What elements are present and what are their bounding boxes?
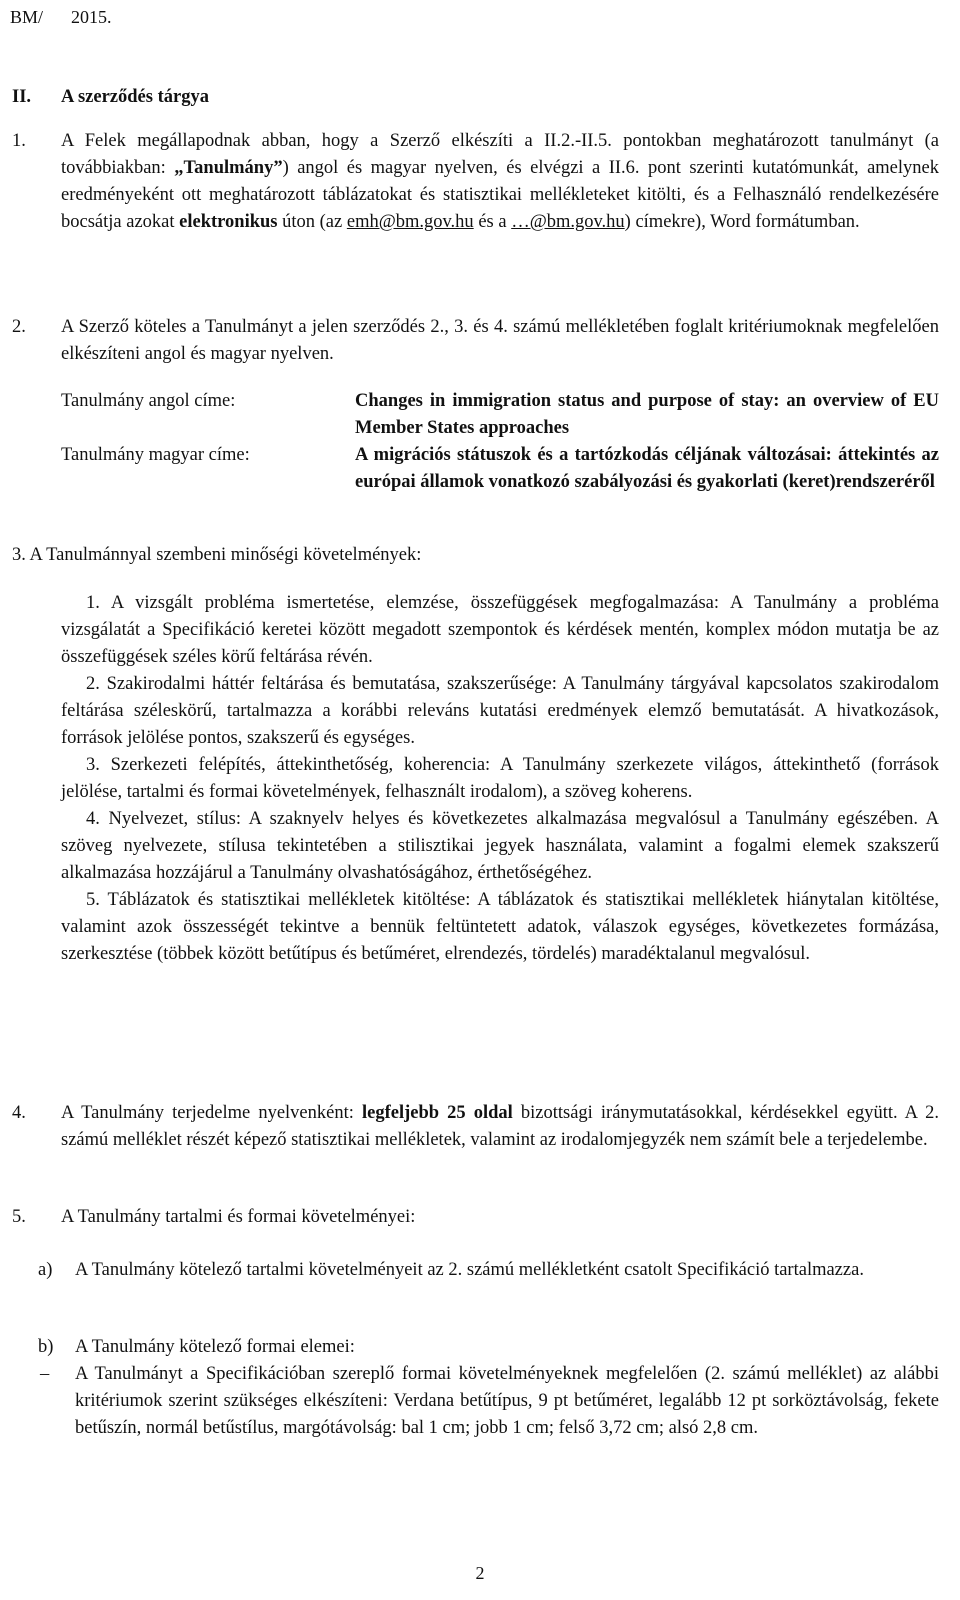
item5-number: 5. — [12, 1207, 26, 1227]
item1-text-a: A Felek megállapodnak abban, hogy a Szerző elkészíti a II.2.-II.5. pontokban meghatározott tanulmányt (a továbbiakban: — [61, 131, 939, 178]
item4-text-c: bizottsági iránymutatásokkal, kérdésekkel együtt. A 2. számú melléklet részét képező statisztikai mellékletek, valamint az irodalomjegyzék nem számít bele a terjedelembe. — [61, 1103, 939, 1150]
email-link-1[interactable]: emh@bm.gov.hu — [346, 212, 474, 232]
section-number: II. — [12, 87, 32, 107]
item1-text-c: ) angol és magyar nyelven, és elvégzi a II.6. pont szerinti kutatómunkát, amelynek eredményeként ott meghatározott táblázatokat és statisztikai mellékleteket kitölti, és a Felhasználó rendelkezésére bocsátja azokat — [61, 158, 939, 232]
sub-a-label: a) — [38, 1260, 53, 1280]
email-link-2[interactable]: …@bm.gov.hu — [511, 212, 625, 232]
criterion-5: 5. Táblázatok és statisztikai mellékletek kitöltése: A táblázatok és statisztikai mellékletek hiánytalan kitöltése, valamint azok összességét tekintve a bennük feltüntetett adatok, válaszok egységes, következetes formázása, szerkesztése (többek között betűtípus és betűméret, elrendezés, tördelés) maradéktalanul megvalósul. — [61, 890, 939, 964]
sub-a-text: A Tanulmány kötelező tartalmi követelményeit az 2. számú mellékletként csatolt Specifikáció tartalmazza. — [75, 1260, 864, 1280]
item1-bold-electronic: elektronikus — [179, 212, 278, 232]
header-ref: BM/ — [10, 7, 44, 27]
dash-bullet: – — [40, 1364, 50, 1384]
item4-text-a: A Tanulmány terjedelme nyelvenként: — [61, 1103, 362, 1123]
english-title: Changes in immigration status and purpose of stay: an overview of EU Member States approaches — [355, 391, 939, 438]
item4-page-limit: legfeljebb 25 oldal — [361, 1103, 513, 1123]
sub-b-text: A Tanulmány kötelező formai elemei: — [75, 1337, 355, 1357]
label-english-title: Tanulmány angol címe: — [61, 391, 236, 411]
page-header — [10, 4, 112, 31]
label-hungarian-title: Tanulmány magyar címe: — [61, 445, 250, 465]
format-requirements: A Tanulmányt a Specifikációban szereplő formai követelményeknek megfelelően (2. számú melléklet) az alábbi kritériumok szerint szükséges elkészíteni: Verdana betűtípus, 9 pt betűméret, legalább 12 pt sorköztávolság, fekete betűszín, normál betűstílus, margótávolság: bal 1 cm; jobb 1 cm; felső 3,72 cm; alsó 2,8 cm. — [75, 1364, 939, 1438]
item1-number: 1. — [12, 131, 26, 151]
item1-text-e: úton (az — [277, 212, 347, 232]
section-title: A szerződés tárgya — [61, 87, 209, 107]
sub-b-label: b) — [38, 1337, 54, 1357]
item2-paragraph: A Szerző köteles a Tanulmányt a jelen szerződés 2., 3. és 4. számú mellékletében foglalt kritériumoknak megfelelően elkészíteni angol és magyar nyelven. — [61, 317, 939, 364]
item4-paragraph — [61, 1100, 939, 1154]
item1-paragraph — [61, 128, 939, 236]
item1-text-g: ) címekre), Word formátumban. — [624, 212, 860, 232]
criterion-4: 4. Nyelvezet, stílus: A szaknyelv helyes és következetes alkalmazása megvalósul a Tanulmány egészében. A szöveg nyelvezete, stílusa tekintetében a stilisztikai jegyek használata, valamint a fogalmi elemek szakszerű alkalmazása hozzájárul a Tanulmány olvashatóságához, érthetőségéhez. — [61, 809, 939, 883]
criterion-1: 1. A vizsgált probléma ismertetése, elemzése, összefüggések megfogalmazása: A Tanulmány a probléma vizsgálatát a Specifikáció keretei között megadott szempontok és kérdések mentén, komplex módon mutatja be az összefüggések széles körű feltárása révén. — [61, 593, 939, 667]
page-number: 2 — [475, 1563, 485, 1583]
item3-heading: 3. A Tanulmánnyal szembeni minőségi követelmények: — [12, 545, 422, 565]
header-year: 2015. — [71, 7, 112, 27]
criterion-2: 2. Szakirodalmi háttér feltárása és bemutatása, szakszerűsége: A Tanulmány tárgyával kapcsolatos szakirodalom feltárása széleskörű, tartalmazza a korábbi releváns kutatási eredmények elemző bemutatását. A hivatkozások, források jelölése pontos, szakszerű és egységes. — [61, 674, 939, 748]
criteria-list — [61, 590, 939, 968]
item4-number: 4. — [12, 1103, 26, 1123]
hungarian-title: A migrációs státuszok és a tartózkodás céljának változásai: áttekintés az európai államok vonatkozó szabályozási és gyakorlati (keret)rendszeréről — [355, 445, 939, 492]
criterion-3: 3. Szerkezeti felépítés, áttekinthetőség, koherencia: A Tanulmány szerkezete világos, áttekinthető (források jelölése, tartalmi és formai követelmények, felhasznált irodalom), a szöveg koherens. — [61, 755, 939, 802]
item5-heading: A Tanulmány tartalmi és formai követelményei: — [61, 1207, 416, 1227]
item2-number: 2. — [12, 317, 26, 337]
item1-term: „Tanulmány” — [174, 158, 283, 178]
item1-text-f: és a — [473, 212, 512, 232]
